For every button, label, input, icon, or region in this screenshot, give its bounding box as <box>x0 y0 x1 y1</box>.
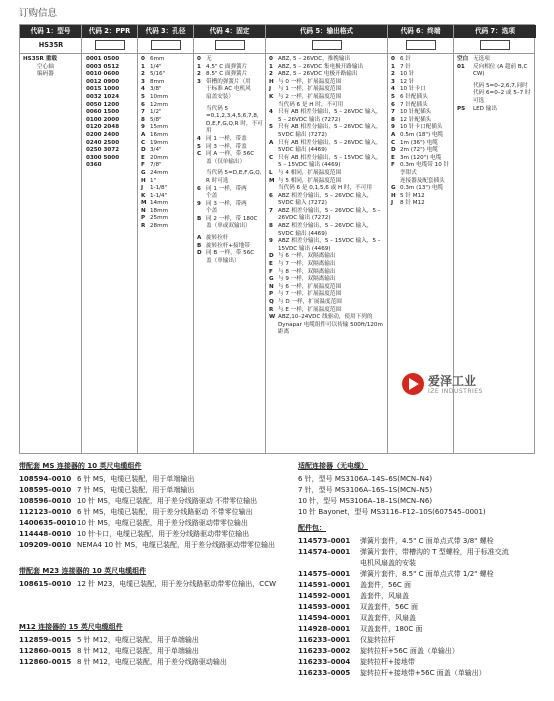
parts-row: 114575–0001 弹簧片套件，8.5" C 面单点式带 1/2" 螺栓 <box>298 570 494 578</box>
col3-item: J 1-1/8" <box>141 185 168 192</box>
ppr-item: 0015 1000 <box>86 86 120 93</box>
col6-item: 4 10 针卡口 <box>391 86 426 93</box>
ppr-item: 0120 2048 <box>86 124 120 131</box>
col7-item: PS LED 输出 <box>457 105 497 112</box>
ppr-item: 0003 0512 <box>86 63 120 70</box>
col6-item: D 2m (72") 电缆 <box>391 147 438 154</box>
col6-item: 3 12 针 <box>391 78 415 85</box>
header-code7: 代码 7：选项 <box>454 25 536 38</box>
col4-item: R 时可选 <box>206 177 229 184</box>
m12-row: 112859–0015 5 针 M12，电缆已装配，用于单端输出 <box>19 636 199 644</box>
col3-item: M 14mm <box>141 200 169 207</box>
col4-item: D 同 B 一样，带 56C <box>197 250 255 257</box>
code-box-row <box>20 38 534 54</box>
col4-item: 2 8.5" C 面弹簧片 <box>197 71 248 78</box>
col4-item: 1 4.5" C 面弹簧片 <box>197 63 248 70</box>
col3-item: 0 6mm <box>141 56 165 62</box>
mating-connector-section <box>298 461 538 518</box>
col4-item: 盖（仅单输出） <box>206 158 246 165</box>
accessory-kit-section <box>298 523 538 679</box>
col5-item: N 与 6 一样，扩展温度范围 <box>269 283 342 290</box>
col5-item: 1 ABZ, 5 – 26VDC 集电极开路输出 <box>269 63 364 70</box>
m23-cable-section <box>19 566 289 590</box>
m23-row: 108615–0010 12 针 M23，电缆已装配，用于差分线路驱动带零位输出，CCW <box>19 580 277 588</box>
parts-row: 114573–0001 弹簧片套件，4.5" C 面单点式带 3/8" 螺栓 <box>298 537 494 545</box>
col2-ppr <box>86 56 119 170</box>
col6-item: 2 10 针 <box>391 71 415 78</box>
col6-item: 9 10 针卡口配插头 <box>391 124 443 131</box>
page-title: 订购信息 <box>19 8 58 19</box>
col6-item: E 3m (120") 电缆 <box>391 154 442 161</box>
ms-row: 1400635–0010 10 针 MS，电缆已装配，用于差分线路驱动带零位输出 <box>19 519 248 527</box>
col4-item: 6 同 1 一样，带两 <box>197 185 247 192</box>
mating-row: 10 针 Bayonet，型号 MS3116–F12–10S(607545–0001) <box>298 508 486 516</box>
col3-item: R 28mm <box>141 223 169 230</box>
header-code5: 代码 5：输出格式 <box>266 25 388 38</box>
col6-item: H 5 针 M12 <box>391 192 425 199</box>
col3-item: C 19mm <box>141 139 169 146</box>
parts-title: 配件包： <box>298 524 326 532</box>
col3-item: 8 5/8" <box>141 116 162 123</box>
col5-item: C 只有 AB 相差分输出，5 – 15VDC 输入，5 – 15VDC 输出 (4469) <box>269 154 382 169</box>
col6-item: 7 10 针配插头 <box>391 109 432 116</box>
col4-item: 个盖 <box>206 193 218 200</box>
m23-title: 带配套 M23 连接器的 10 英尺电缆组件 <box>19 567 147 575</box>
col3-item: E 20mm <box>141 154 169 161</box>
col5-item: 0 ABZ, 5 – 26VDC，推挽输出 <box>269 56 351 62</box>
col5-item: H 与 0 一样，扩展温度范围 <box>269 78 342 85</box>
ppr-item: 0032 1024 <box>86 93 120 100</box>
col5-item: W ABZ,10–24VDC 线驱动，使用下列的 Dynapar 电缆组件可以传输 500ft/120m 距离 <box>269 314 383 336</box>
col3-item: H 1" <box>141 177 157 184</box>
col5-item: K 与 2 一样，扩展温度范围 <box>269 93 342 100</box>
col3-item: A 16mm <box>141 131 169 138</box>
col5-item: G 与 9 一样，双隔离输出 <box>269 276 336 283</box>
col6-item: F 0.3m 电缆带 10 针孪钳式 <box>391 162 450 176</box>
col3-item: K 1-1/4" <box>141 192 168 199</box>
col3-item: 9 15mm <box>141 124 169 131</box>
col4-item: 于标准 AC 电机风 <box>206 86 251 93</box>
model-code-box: HS35R <box>38 41 64 49</box>
col5-item: P 与 7 一样，扩展温度范围 <box>269 291 342 298</box>
ppr-item: 0001 0500 <box>86 56 120 62</box>
header-code2: 代码 2：PPR <box>82 25 138 38</box>
parts-row: 114593–0001 双盖套件，56C 面 <box>298 603 419 611</box>
col5-item: 7 ABZ 相差分输出，5 – 26VDC 输入，5 – 26VDC 输出 (7272) <box>269 207 381 222</box>
col3-bore <box>141 56 168 231</box>
parts-row: 114592–0001 盖套件，风扇盖 <box>298 592 409 600</box>
ppr-item: 0010 0600 <box>86 71 120 78</box>
col6-item: 连接器及配套插头 <box>400 177 445 184</box>
col6-item: 8 12 针配插头 <box>391 116 432 123</box>
ms-row: 109209–0010 NEMA4 10 针 MS，电缆已装配，用于差分线路驱动带零位输出 <box>19 541 276 549</box>
ms-row: 108595–0010 7 针 MS，电缆已装配，用于单端输出 <box>19 486 195 494</box>
col5-item: J 与 1 一样，扩展温度范围 <box>269 86 342 93</box>
col1-model: HS35R 重载 空心轴 编码器 <box>23 56 57 78</box>
col6-item: 0 6 针 <box>391 56 411 62</box>
ppr-item: 0250 3072 <box>86 147 120 154</box>
col4-item: B 旋转拉杆+接地带 <box>197 242 250 249</box>
col5-output <box>269 56 385 337</box>
m12-cable-section <box>19 622 289 668</box>
col6-item: A 0.5m (18") 电缆 <box>391 131 444 138</box>
ms-row: 112123–0010 6 针 MS，电缆已装配，用于差分线路驱动 不带零位输出 <box>19 508 253 516</box>
col5-item: 6 ABZ 相差分输出，5 – 26VDC 输入，5VDC 输入 (7272) <box>269 192 373 207</box>
parts-row: 114928–0001 双盖套件，180C 面 <box>298 625 423 633</box>
parts-row: 114591–0001 盖套件，56C 面 <box>298 581 412 589</box>
code6-box[interactable] <box>406 40 436 50</box>
col4-item: 3 带槽的弹簧片（用 <box>197 78 251 85</box>
col3-item: 5 10mm <box>141 93 169 100</box>
mating-row: 6 针，型号 MS3106A–14S–6S(MCN–N4) <box>298 475 433 483</box>
col4-item: 4 同 1 一样，带盖 <box>197 135 247 142</box>
col3-item: 7 1/2" <box>141 109 162 116</box>
m12-row: 112860–0015 8 针 M12，电缆已装配，用于差分线路驱动输出 <box>19 658 227 666</box>
ms-title: 带配套 MS 连接器的 10 英尺电缆组件 <box>19 462 142 470</box>
ppr-item: 0012 0900 <box>86 78 120 85</box>
mating-row: 10 针，型号 MS3106A–18–1S(MCN–N6) <box>298 497 433 505</box>
col4-item: A 旋转拉杆 <box>197 235 229 242</box>
header-code1: 代码 1：型号 <box>20 25 82 38</box>
col5-item: F 与 8 一样，双隔离输出 <box>269 268 336 275</box>
col5-item: 4 只有 AB 相差分输出，5 – 26VDC 输入，5 – 26VDC 输出 (7272) <box>269 109 382 123</box>
col4-item: 0 无 <box>197 56 212 62</box>
col3-item: 1 1/4" <box>141 63 162 70</box>
col4-item: 9 同 3 一样，带两 <box>197 200 247 207</box>
col5-item: E 与 7 一样，双隔离输出 <box>269 261 336 268</box>
ms-row: 108594–0010 6 针 MS，电缆已装配，用于单端输出 <box>19 475 195 483</box>
col7-item: 空白 无选项 <box>457 56 490 62</box>
col6-item: 1 7 针 <box>391 63 411 70</box>
col5-item: D 与 6 一样，双隔离输出 <box>269 253 336 260</box>
logo-subtext: IZE INDUSTRIES <box>428 388 483 395</box>
header-code3: 代码 3：孔径 <box>138 25 194 38</box>
ms-row: 114448–0010 10 针卡口，电缆已装配，用于差分线路驱动带零位输出 <box>19 530 250 538</box>
code7-box[interactable] <box>480 40 510 50</box>
mating-row: 7 针，型号 MS3106A–16S–1S(MCN–N5) <box>298 486 433 494</box>
col5-item: A 只有 AB 相差分输出，5 – 26VDC 输入，5VDC 输出 (4469) <box>269 139 382 154</box>
ms-row: 108596–0010 10 针 MS，电缆已装配，用于差分线路驱动 不带零位输出 <box>19 497 258 505</box>
col6-item: C 1m (36") 电缆 <box>391 139 438 146</box>
col5-item: 5 只有 AB 相差分输出，5 – 26VDC 输入，5VDC 输出 (7272) <box>269 124 382 138</box>
col5-item: M 与 5 相同，扩展温度范围 <box>269 177 342 184</box>
logo-text: 爱泽工业 <box>428 374 477 388</box>
ms-cable-section <box>19 461 289 551</box>
col5-item: R 与 E 一样，扩展温度范围 <box>269 306 342 313</box>
ppr-item: 0050 1200 <box>86 101 120 108</box>
col5-item: 9 ABZ 相差分输出，5 – 15VDC 输入，5 – 15VDC 输出 (4469) <box>269 238 381 252</box>
code5-box[interactable] <box>312 40 342 50</box>
col6-termination <box>391 56 451 208</box>
mating-title: 适配连接器（无电缆） <box>298 462 368 470</box>
parts-row: 116233–0005 旋转拉杆+接地带+56C 面盖（单输出） <box>298 669 486 677</box>
col4-item: 盖（单或双输出） <box>206 223 251 230</box>
ppr-item: 0360 <box>86 162 102 169</box>
col3-item: G 24mm <box>141 169 169 176</box>
col4-item: 当代码 5=D,E,F,G,Q, <box>206 170 262 177</box>
col5-item: 当代码 6 是 0,1,5,6 或 H 时，不可用 <box>278 185 372 192</box>
col4-mounting <box>197 56 263 265</box>
col7-options <box>457 56 533 113</box>
parts-row: 114574–0001 弹簧片套件，带槽沟的 T 型螺栓，用于标准交流 <box>298 548 509 556</box>
ppr-item: 0200 2400 <box>86 131 120 138</box>
parts-row: 电机风扇盖的安装 <box>360 559 416 567</box>
col4-item: 个盖 <box>206 208 218 215</box>
m12-title: M12 连接器的 15 英尺电缆组件 <box>19 623 123 631</box>
parts-row: 114594–0001 双盖套件，风扇盖 <box>298 614 416 622</box>
ppr-item: 0100 2000 <box>86 116 120 123</box>
col5-item: 当代码 6 是 H 时，不可用 <box>278 101 344 108</box>
col6-item: J 8 针 M12 <box>391 200 425 207</box>
m12-row: 112860–0015 8 针 M12，电缆已装配，用于单端输出 <box>19 647 199 655</box>
col4-item: C 同 A 一样，带 56C <box>197 151 255 158</box>
col4-item: 扇盖安装） <box>206 93 234 100</box>
col3-item: 6 12mm <box>141 101 169 108</box>
col6-item: 5 6 针配插头 <box>391 93 428 100</box>
code2-box[interactable] <box>95 40 125 50</box>
col6-item: G 0.3m (13") 电缆 <box>391 185 444 192</box>
ppr-item: 0300 5000 <box>86 154 120 161</box>
col5-item: 8 ABZ 相差分输出，5 – 26VDC 输入，5VDC 输出 (4469) <box>269 223 373 237</box>
header-code6: 代码 6：终端 <box>388 25 454 38</box>
col5-item: 2 ABZ, 5 – 26VDC 电极开路输出 <box>269 71 358 78</box>
col6-item: 6 7 针配插头 <box>391 101 428 108</box>
col3-item: F 7/8" <box>141 162 162 169</box>
col4-item: B 同 2 一样，带 180C <box>197 215 258 222</box>
parts-row: 116233–0001 仅旋转拉杆 <box>298 636 395 644</box>
parts-row: 116233–0004 旋转拉杆+接地带 <box>298 658 415 666</box>
ppr-item: 0240 2500 <box>86 139 120 146</box>
col7-item: 01 反向相位 (A 超前 B,C CW) <box>457 63 528 78</box>
parts-row: 116233–0002 旋转拉杆+56C 面盖（单输出） <box>298 647 459 655</box>
col7-item: 代码 5=0–2,6,7,同时代码 6=0–2 或 5–7 时可选 <box>473 82 531 104</box>
header-code4: 代码 4：固定 <box>194 25 266 38</box>
col4-item: 盖（单输出） <box>206 257 240 264</box>
col4-item: D,E,F,G,Q,R 时，不可用 <box>206 120 263 135</box>
col3-item: 3 8mm <box>141 78 165 85</box>
col4-item: 5 同 3 一样，带盖 <box>197 143 247 150</box>
col3-item: P 25mm <box>141 215 169 222</box>
col3-item: 2 5/16" <box>141 71 166 78</box>
logo-icon <box>402 373 424 395</box>
col5-item: L 与 4 相同，扩展温度范围 <box>269 169 342 176</box>
col3-item: N 18mm <box>141 207 169 214</box>
col5-item: Q 与 D 一样，扩展温度范围 <box>269 299 342 305</box>
code4-box[interactable] <box>215 40 245 50</box>
col3-item: D 3/4" <box>141 147 162 154</box>
col4-item: 当代码 5 =0,1,2,3,4,5,6,7,8, <box>206 105 259 120</box>
code3-box[interactable] <box>151 40 181 50</box>
ppr-item: 0060 1500 <box>86 109 120 116</box>
col3-item: 4 3/8" <box>141 86 162 93</box>
